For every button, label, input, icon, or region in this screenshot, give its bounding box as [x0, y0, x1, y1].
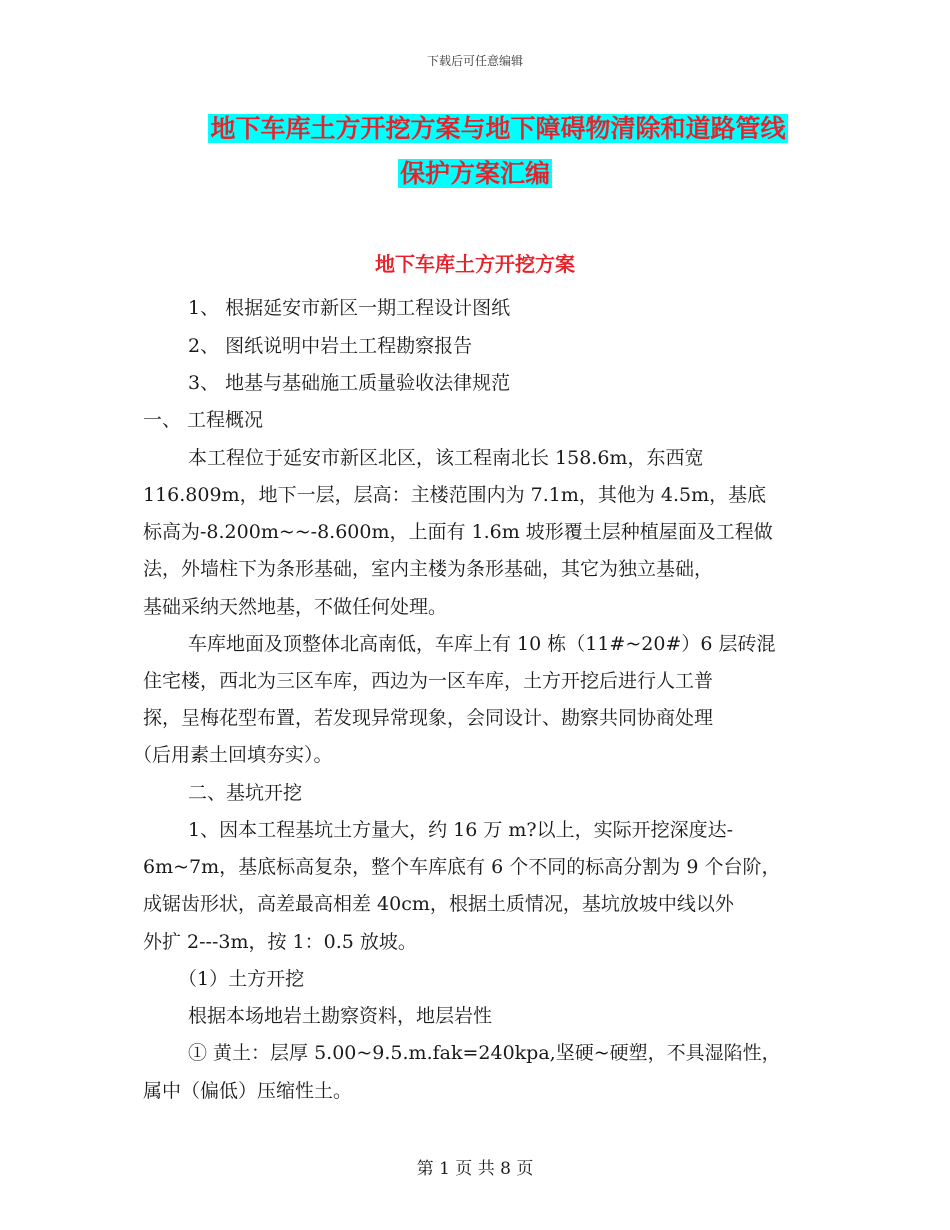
- body-line: 成锯齿形状，高差最高相差 40cm，根据土质情况，基坑放坡中线以外: [143, 893, 734, 915]
- page-footer: 第 1 页 共 8 页: [416, 1159, 534, 1179]
- body-line: 车库地面及顶整体北高南低，车库上有 10 栋（11#~20#）6 层砖混: [188, 633, 776, 655]
- body-line: 1、因本工程基坑土方量大，约 16 万 m?以上，实际开挖深度达-: [188, 819, 734, 841]
- document-title-line-1: [0, 112, 950, 146]
- title-highlight-1: 地下车库土方开挖方案与地下障碍物清除和道路管线: [210, 114, 786, 143]
- body-line: 标高为-8.200m~~-8.600m，上面有 1.6m 坡形覆土层种植屋面及工程做: [143, 521, 773, 543]
- body-line: 3、 地基与基础施工质量验收法律规范: [188, 372, 511, 394]
- body-line: 探，呈梅花型布置，若发现异常现象，会同设计、勘察共同协商处理: [143, 707, 714, 729]
- title-highlight-2: 保护方案汇编: [399, 159, 550, 188]
- body-line: 一、 工程概况: [143, 409, 264, 431]
- body-line: （后用素土回填夯实）。: [133, 744, 333, 766]
- section-title: 地下车库土方开挖方案: [375, 252, 575, 276]
- body-line: 1、 根据延安市新区一期工程设计图纸: [188, 297, 511, 319]
- body-line: 2、 图纸说明中岩土工程勘察报告: [188, 335, 473, 357]
- body-line: 根据本场地岩土勘察资料，地层岩性: [188, 1005, 493, 1027]
- body-line: 二、基坑开挖: [188, 782, 303, 804]
- body-line: （1）土方开挖: [178, 968, 305, 990]
- body-line: 基础采纳天然地基，不做任何处理。: [143, 596, 448, 618]
- document-title-line-2: [0, 157, 950, 191]
- page-header: 下载后可任意编辑: [426, 54, 523, 68]
- body-line: 属中（偏低）压缩性土。: [143, 1080, 353, 1102]
- body-line: 法，外墙柱下为条形基础，室内主楼为条形基础，其它为独立基础，: [143, 558, 714, 580]
- body-line: 本工程位于延安市新区北区，该工程南北长 158.6m，东西宽: [188, 447, 704, 469]
- body-line: ① 黄土：层厚 5.00~9.5.m.fak=240kpa,坚硬~硬塑，不具湿陷性，: [188, 1042, 781, 1064]
- body-line: 外扩 2---3m，按 1：0.5 放坡。: [143, 931, 417, 953]
- body-line: 住宅楼，西北为三区车库，西边为一区车库，土方开挖后进行人工普: [143, 670, 714, 692]
- body-line: 6m~7m，基底标高复杂，整个车库底有 6 个不同的标高分割为 9 个台阶，: [143, 856, 781, 878]
- body-line: 116.809m，地下一层，层高：主楼范围内为 7.1m，其他为 4.5m，基底: [143, 484, 767, 506]
